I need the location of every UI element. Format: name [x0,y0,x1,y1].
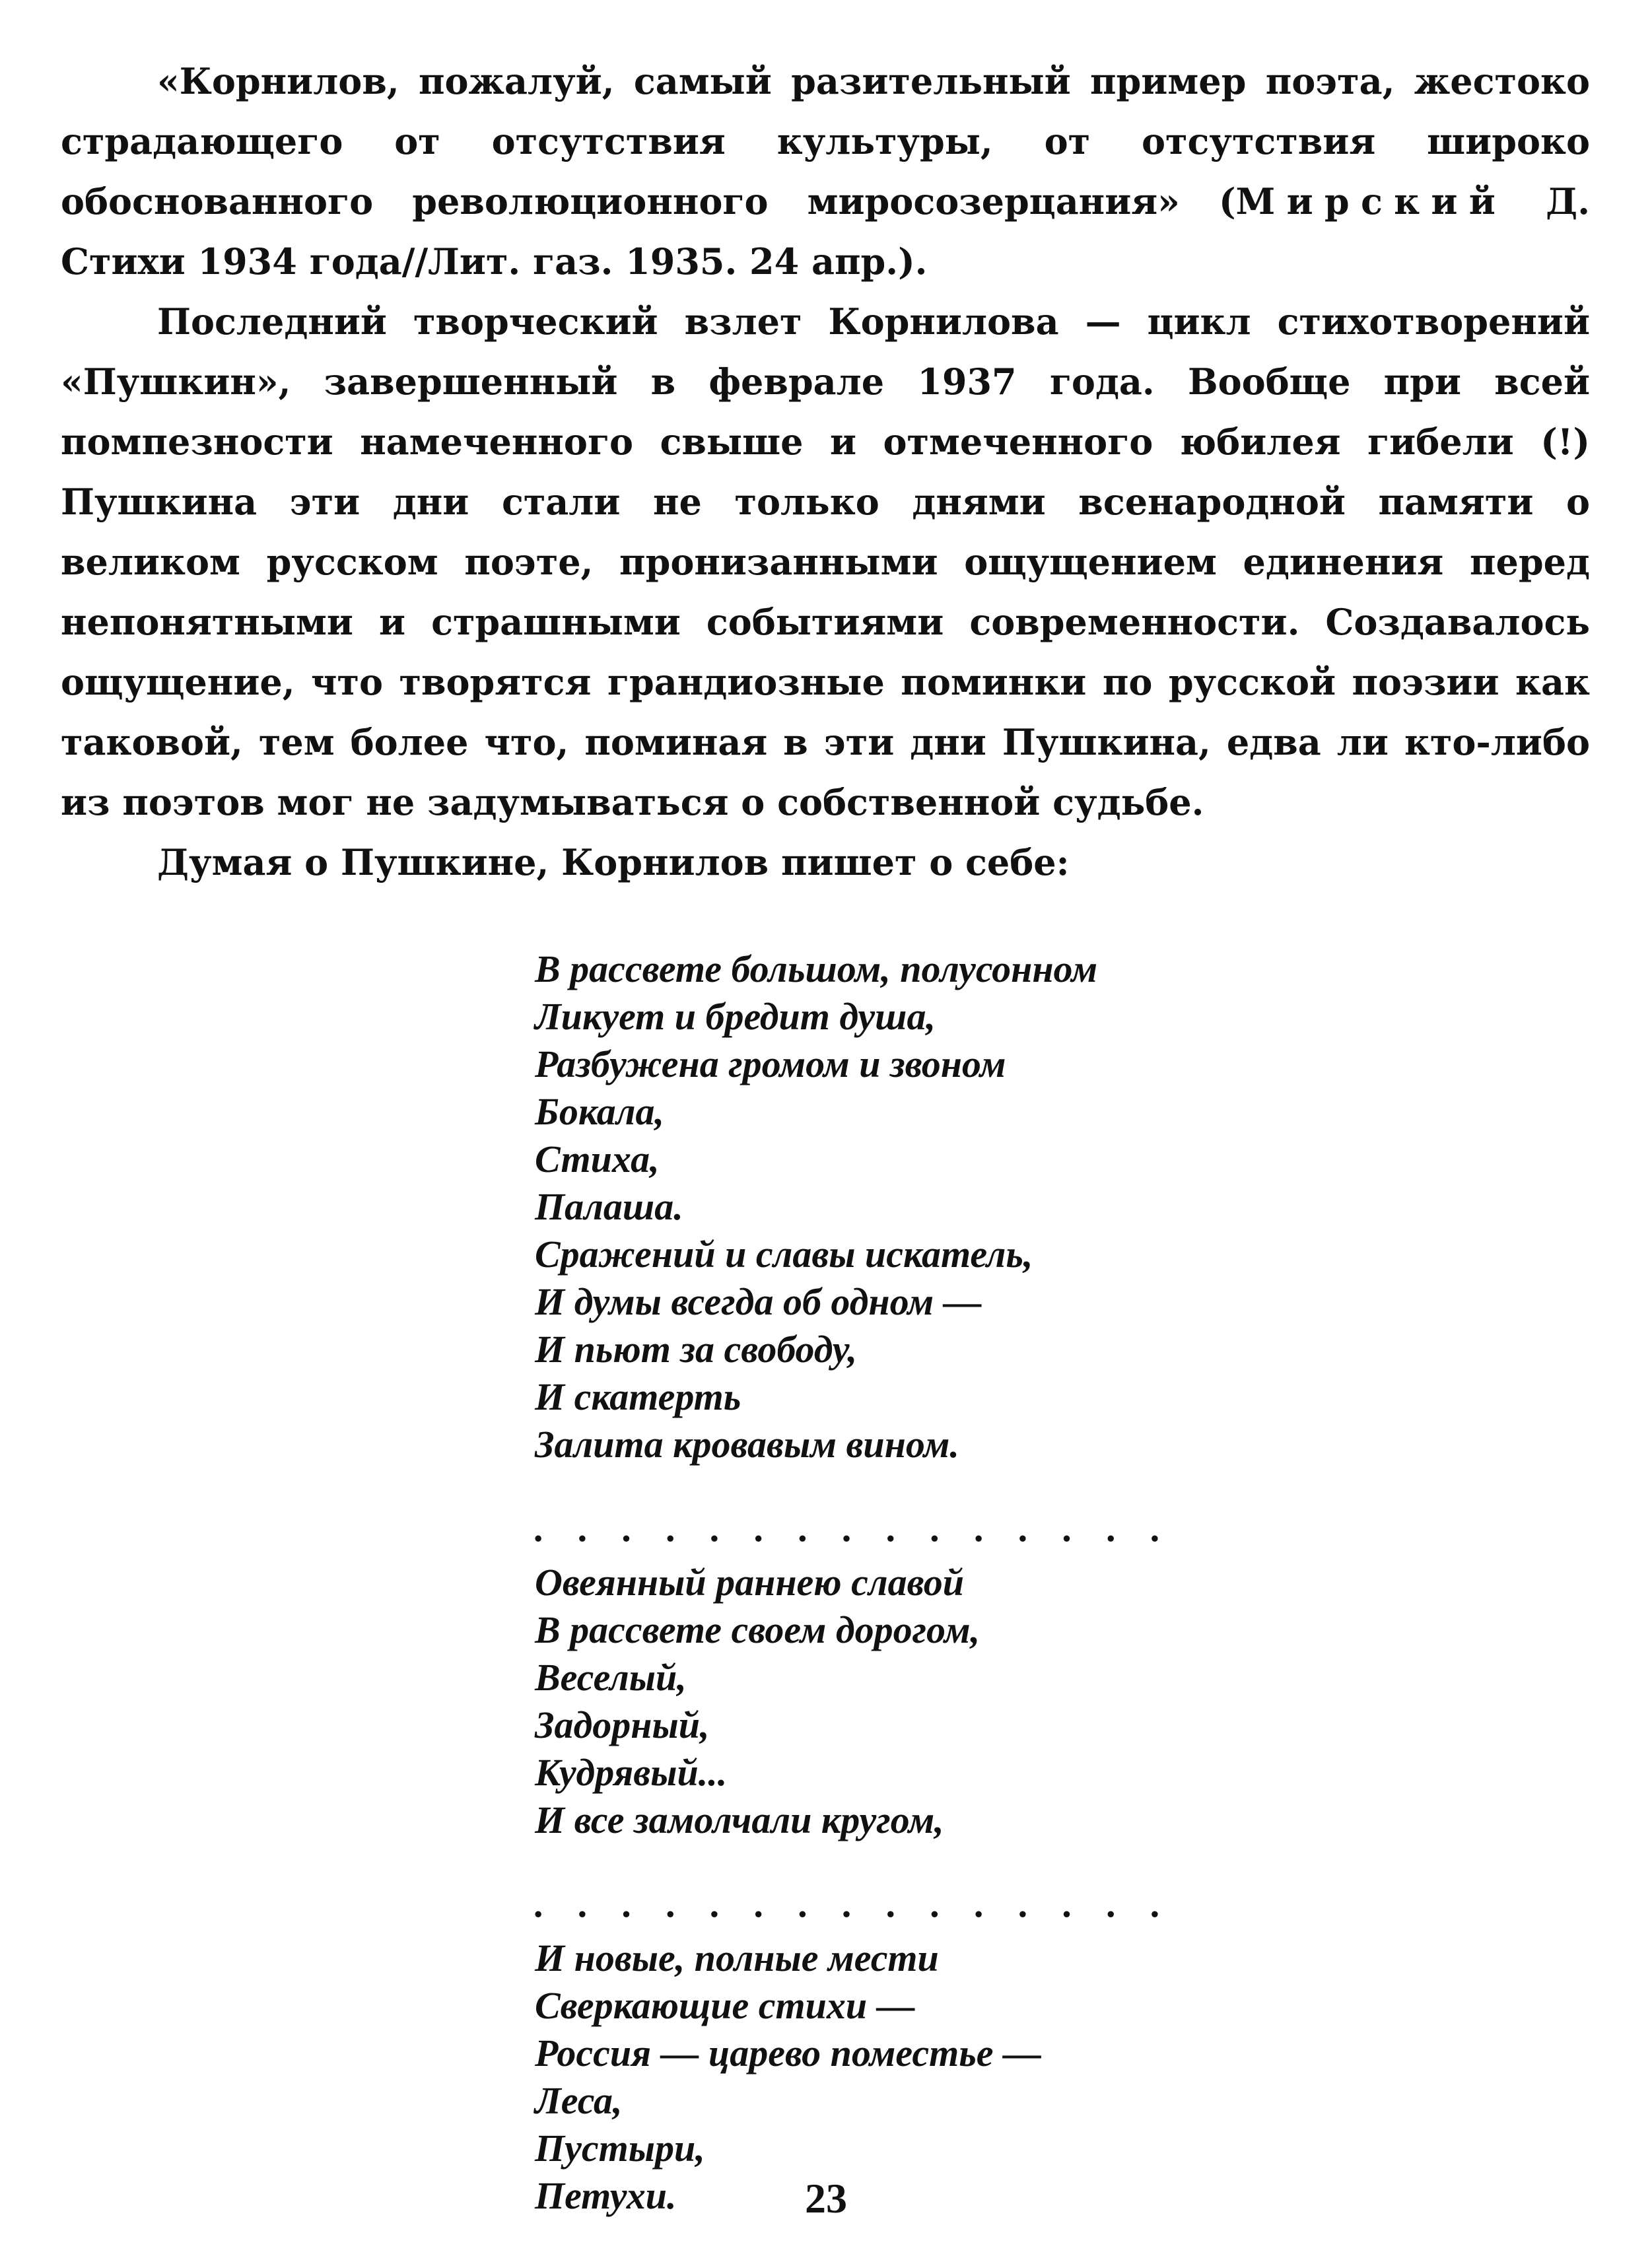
paragraph-intro-poem: Думая о Пушкине, Корнилов пишет о себе: [157,841,1070,883]
poem-line: Бокала, [535,1090,665,1133]
poem-line: Задорный, [535,1703,710,1746]
paragraph-pushkin-cycle: Последний творческий взлет Корнилова — цикл стихотворений «Пушкин», завершенный в феврале 1937 года. Вообще при всей помпезности намеченного свыше и отмеченного юбилея гибели (!) Пушкина эти дни стали не только днями всенародной памяти о великом русском поэте, пронизанными ощущением единения перед непонятными и страшными событиями современности. Создавалось ощущение, что творятся грандиозные поминки по русской поэзии как таковой, тем более что, поминая в эти дни Пушкина, едва ли кто-либо из поэтов мог не задумываться о собственной судьбе. [61,300,1590,823]
poem-stanza-1 [535,945,1393,1468]
poem-line: И пьют за свободу, [535,1328,858,1371]
poem-line: Овеянный раннею славой [535,1561,965,1604]
author-name-spaced: Мирский [1235,180,1507,223]
poem-line: Россия — царево поместье — [535,2032,1041,2074]
poem-line: Разбужена громом и звоном [535,1043,1006,1085]
poem-line: В рассвете большом, полусонном [535,947,1098,990]
poem-line: И думы всегда об одном — [535,1280,982,1323]
poem-stanza-2 [535,1559,1393,1844]
prose-block [61,51,1590,893]
citation-text: Д. Стихи 1934 года//Лит. газ. 1935. 24 апр.). [61,180,1590,283]
page-number: 23 [805,2175,847,2222]
poem-line: Пустыри, [535,2127,705,2170]
poem-line: И новые, полные мести [535,1936,939,1979]
poem-line: И скатерть [535,1375,741,1418]
poem-line: Кудрявый... [535,1751,728,1794]
poem-line: И все замолчали кругом, [535,1799,944,1841]
quote-text: «Корнилов, пожалуй, самый разительный пример поэта, жестоко страдающего от отсутствия культуры, от отсутствия широко обоснованного революционного миросозерцания» ( [61,60,1590,223]
poem-line: В рассвете своем дорогом, [535,1608,981,1651]
poem-line: Леса, [535,2079,623,2122]
poem-line: Палаша. [535,1185,683,1228]
poem-line: Петухи. [535,2174,677,2217]
poem-line: Сверкающие стихи — [535,1984,915,2027]
poem-excerpt [535,945,1393,2220]
poem-line: Стиха, [535,1138,660,1181]
paragraph-quote [61,51,1590,292]
stanza-separator-1: ............... [535,1507,1196,1550]
poem-line: Залита кровавым вином. [535,1423,959,1466]
poem-line: Ликует и бредит душа, [535,995,936,1038]
poem-line: Веселый, [535,1656,687,1699]
poem-line: Сражений и славы искатель, [535,1233,1033,1276]
stanza-separator-2: ............... [535,1882,1196,1925]
